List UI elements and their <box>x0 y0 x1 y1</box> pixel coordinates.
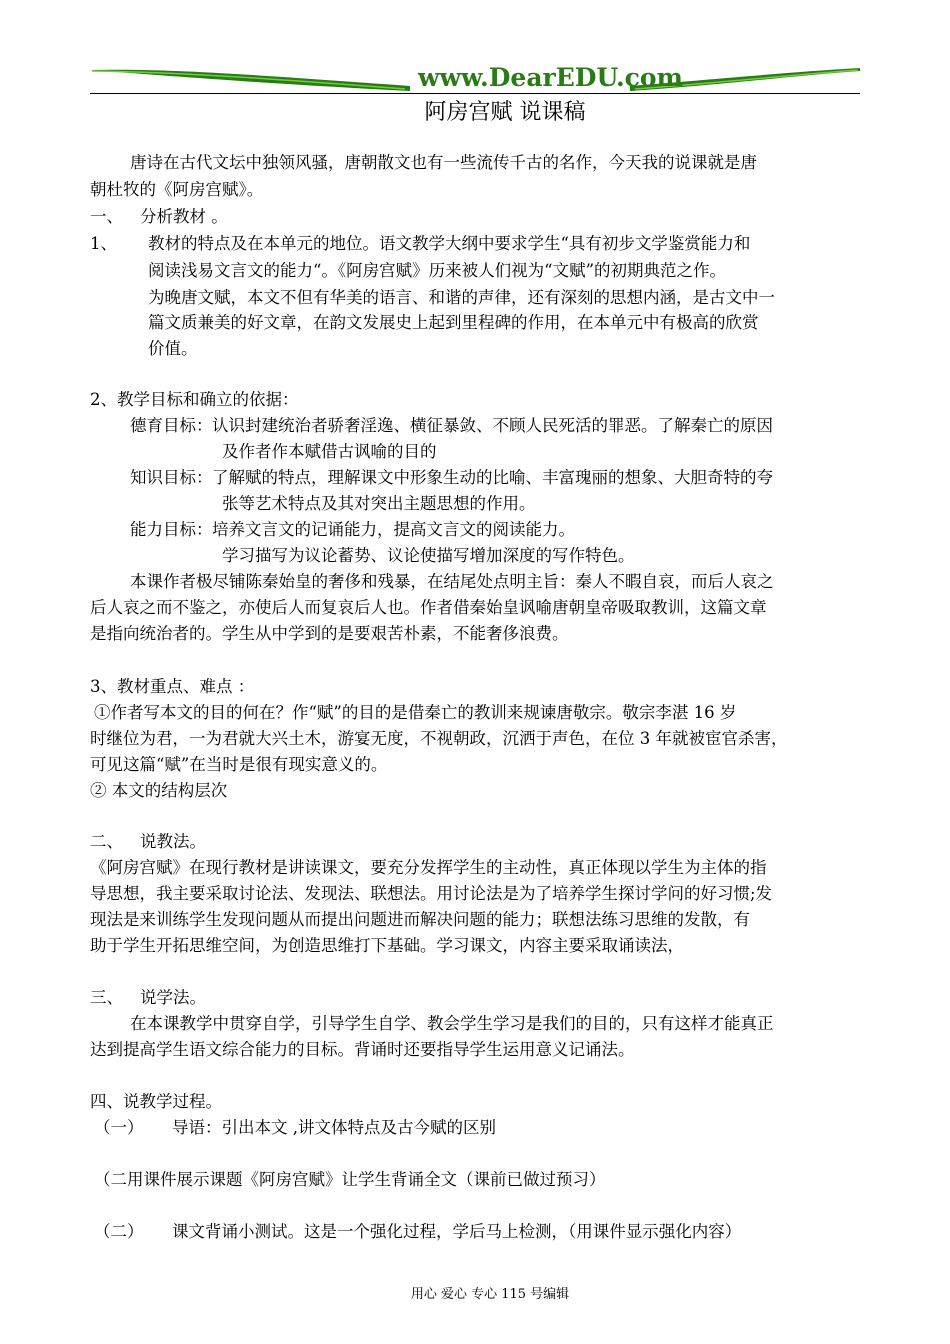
intro-line: 朝杜牧的《阿房宫赋》。 <box>90 180 264 199</box>
section-heading: 分析教材 。 <box>140 207 228 226</box>
paragraph-line: ①作者写本文的目的何在？作“赋”的目的是借秦亡的教训来规谏唐敬宗。敬宗李湛 16 岁 <box>94 703 737 722</box>
step-text: 课文背诵小测试。这是一个强化过程，学后马上检测，（用课件显示强化内容） <box>172 1222 742 1241</box>
item-number: 1、 <box>90 234 117 253</box>
paragraph-line: 后人哀之而不鉴之，亦使后人而复哀后人也。作者借秦始皇讽喻唐朝皇帝吸取教训，这篇文章 <box>90 598 767 617</box>
step-text: （二用课件展示课题《阿房宫赋》让学生背诵全文（课前已做过预习） <box>94 1170 606 1189</box>
item-heading: 3、教材重点、难点 ： <box>90 677 255 696</box>
page-title: 阿房宫赋 说课稿 <box>424 100 586 125</box>
paragraph-line: 为晚唐文赋，本文不但有华美的语言、和谐的声律，还有深刻的思想内涵，是古文中一 <box>148 288 775 307</box>
step-text: 导语：引出本文 ,讲文体特点及古今赋的区别 <box>172 1118 496 1137</box>
site-logo-text: www.DearEDU.com <box>418 63 684 92</box>
section-number: 二、 <box>90 832 123 851</box>
section-number: 一、 <box>90 207 123 226</box>
header-banner <box>90 62 860 94</box>
paragraph-line: ② 本文的结构层次 <box>90 781 228 800</box>
paragraph-line: 是指向统治者的。学生从中学到的是要艰苦朴素，不能奢侈浪费。 <box>90 624 569 643</box>
paragraph-line: 教材的特点及在本单元的地位。语文教学大纲中要求学生“具有初步文学鉴赏能力和 <box>148 234 751 253</box>
page-footer: 用心 爱心 专心 115 号编辑 <box>410 1287 570 1302</box>
header-divider <box>90 93 860 94</box>
paragraph-line: 达到提高学生语文综合能力的目标。背诵时还要指导学生运用意义记诵法。 <box>90 1040 635 1059</box>
paragraph-line: 篇文质兼美的好文章，在韵文发展史上起到里程碑的作用，在本单元中有极高的欣赏 <box>148 313 759 332</box>
paragraph-line: 时继位为君，一为君就大兴土木，游宴无度，不视朝政，沉洒于声色，在位 3 年就被宦官杀害， <box>90 729 788 748</box>
step-number: （一） <box>94 1118 144 1137</box>
goal-label: 知识目标： <box>130 468 213 487</box>
paragraph-line: 导思想，我主要采取讨论法、发现法、联想法。用讨论法是为了培养学生探讨学问的好习惯;发 <box>90 884 773 903</box>
section-heading: 说学法。 <box>140 988 206 1007</box>
goal-line: 张等艺术特点及其对突出主题思想的作用。 <box>222 494 536 513</box>
goal-line: 学习描写为议论蓄势、议论使描写增加深度的写作特色。 <box>222 546 635 565</box>
goal-line: 培养文言文的记诵能力，提高文言文的阅读能力。 <box>212 520 575 539</box>
paragraph-line: 现法是来训练学生发现问题从而提出问题进而解决问题的能力；联想法练习思维的发散，有 <box>90 910 750 929</box>
goal-line: 及作者作本赋借古讽喻的目的 <box>222 442 437 461</box>
paragraph-line: 本课作者极尽铺陈秦始皇的奢侈和残暴，在结尾处点明主旨：秦人不暇自哀，而后人哀之 <box>130 572 774 591</box>
goal-label: 德育目标： <box>130 416 213 435</box>
section-heading: 说教法。 <box>140 832 206 851</box>
paragraph-line: 阅读浅易文言文的能力“。《阿房宫赋》历来被人们视为“文赋”的初期典范之作。 <box>148 261 727 280</box>
paragraph-line: 价值。 <box>148 339 198 358</box>
paragraph-line: 可见这篇“赋”在当时是很有现实意义的。 <box>90 755 388 774</box>
intro-line: 唐诗在古代文坛中独领风骚，唐朝散文也有一些流传千古的名作，今天我的说课就是唐 <box>130 153 757 172</box>
goal-line: 了解赋的特点，理解课文中形象生动的比喻、丰富瑰丽的想象、大胆奇特的夸 <box>212 468 773 487</box>
item-heading: 2、教学目标和确立的依据： <box>90 390 299 409</box>
goal-label: 能力目标： <box>130 520 213 539</box>
paragraph-line: 在本课教学中贯穿自学，引导学生自学、教会学生学习是我们的目的，只有这样才能真正 <box>130 1014 774 1033</box>
step-number: （二） <box>94 1222 144 1241</box>
goal-line: 认识封建统治者骄奢淫逸、横征暴敛、不顾人民死活的罪恶。了解秦亡的原因 <box>212 416 773 435</box>
section-heading: 四、说教学过程。 <box>90 1092 222 1111</box>
paragraph-line: 助于学生开拓思维空间，为创造思维打下基础。学习课文，内容主要采取诵读法， <box>90 936 684 955</box>
paragraph-line: 《阿房宫赋》在现行教材是讲读课文，要充分发挥学生的主动性，真正体现以学生为主体的指 <box>90 858 767 877</box>
section-number: 三、 <box>90 988 123 1007</box>
